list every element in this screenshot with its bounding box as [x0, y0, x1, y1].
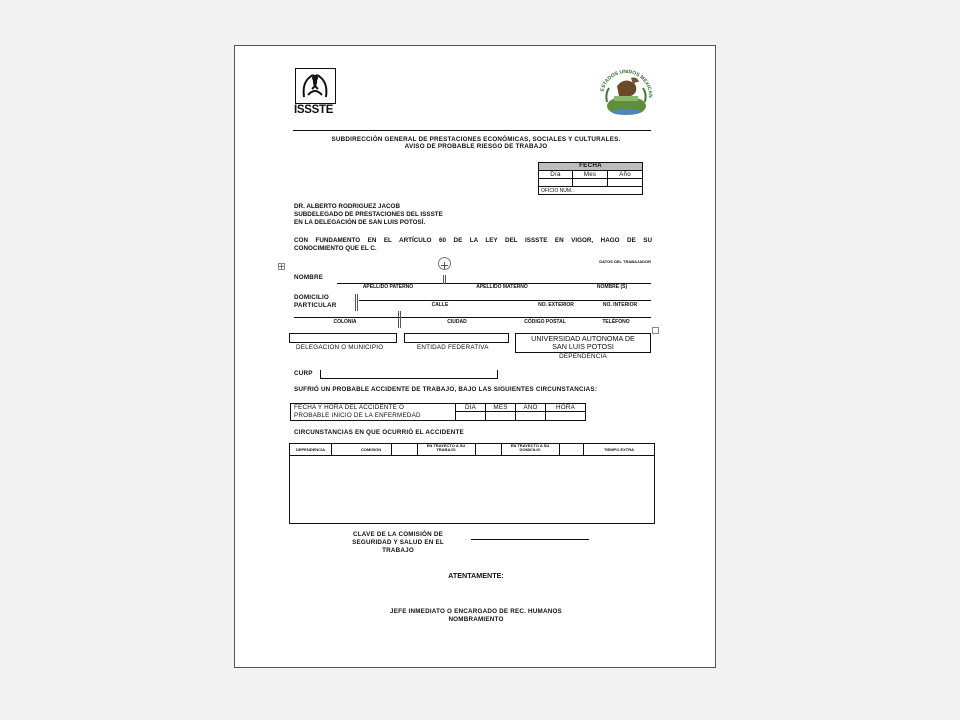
domicilio-field[interactable]: [359, 300, 651, 301]
mexican-seal: [597, 66, 655, 118]
acc-dia-label: DIA: [464, 404, 477, 411]
dependencia-value-2: SAN LUIS POTOSI: [552, 342, 614, 351]
table-insert-icon[interactable]: [438, 257, 451, 270]
clave-line-3: TRABAJO: [382, 547, 414, 554]
entidad-label: ENTIDAD FEDERATIVA: [417, 344, 489, 351]
fecha-dia-label: Día: [550, 171, 561, 178]
acc-anio-field[interactable]: [515, 411, 546, 421]
intro-line-1: CON FUNDAMENTO EN EL ARTÍCULO 60 DE LA LEY DEL ISSSTE EN VIGOR, HAGO DE SU: [294, 237, 652, 244]
acc-hora-field[interactable]: [545, 411, 586, 421]
fecha-accidente-label-1: FECHA Y HORA DEL ACCIDENTE O: [294, 404, 405, 411]
particular-label: PARTICULAR: [294, 302, 337, 309]
clave-field[interactable]: [471, 539, 589, 540]
colonia-field[interactable]: [294, 317, 651, 318]
issste-logo: [294, 68, 337, 120]
move-handle-icon[interactable]: [278, 263, 285, 270]
intro-line-2: CONOCIMIENTO QUE EL C.: [294, 245, 377, 252]
issste-emblem-icon: [295, 68, 336, 104]
no-exterior-label: NO. EXTERIOR: [538, 302, 574, 308]
fecha-title: FECHA: [579, 162, 602, 169]
telefono-label: TELÉFONO: [602, 319, 630, 325]
circunstancias-title: CIRCUNSTANCIAS EN QUE OCURRIÓ EL ACCIDENTE: [294, 429, 464, 436]
addressee-location: EN LA DELEGACIÓN DE SAN LUIS POTOSÍ.: [294, 219, 426, 226]
delegacion-label: DELEGACION O MUNICIPIO: [296, 344, 384, 351]
calle-label: CALLE: [431, 302, 449, 308]
col-tiempo-extra: TIEMPO EXTRA: [603, 447, 634, 452]
acc-hora-label: HORA: [556, 404, 575, 411]
nombramiento-label: NOMBRAMIENTO: [448, 616, 504, 623]
col-trayecto-domicilio-1: EN TRAYECTO A SU: [510, 443, 550, 448]
seal-text: ESTADOS UNIDOS MEXICAN: [599, 68, 654, 98]
acc-anio-label: AÑO: [523, 404, 538, 411]
nombres-label: NOMBRE (S): [596, 284, 628, 290]
addressee-title: SUBDELEGADO DE PRESTACIONES DEL ISSSTE: [294, 211, 443, 218]
addressee-name: DR. ALBERTO RODRIGUEZ JACOB: [294, 203, 401, 210]
resize-handle-icon[interactable]: [652, 327, 659, 334]
acc-mes-field[interactable]: [485, 411, 516, 421]
sufrio-text: SUFRIÓ UN PROBABLE ACCIDENTE DE TRABAJO, BAJO LAS SIGUIENTES CIRCUNSTANCIAS:: [294, 386, 598, 393]
col-trayecto-trabajo-2: TRABAJO: [436, 447, 456, 452]
dependencia-label: DEPENDENCIA: [559, 353, 607, 360]
no-interior-label: NO. INTERIOR: [602, 302, 638, 308]
clave-line-1: CLAVE DE LA COMISIÓN DE: [353, 531, 443, 538]
clave-line-2: SEGURIDAD Y SALUD EN EL: [352, 539, 444, 546]
col-trayecto-trabajo-1: EN TRAYECTO A SU: [426, 443, 466, 448]
nombre-label: NOMBRE: [294, 274, 324, 281]
curp-label: CURP: [294, 370, 313, 377]
col-trayecto-domicilio-2: DOMICILIO: [519, 447, 541, 452]
col-comision: COMISION: [360, 447, 382, 452]
datos-trabajador-title: DATOS DEL TRABAJADOR: [599, 259, 651, 264]
delegacion-field[interactable]: [289, 333, 397, 343]
document-page: [234, 45, 716, 668]
acc-mes-label: MES: [493, 404, 508, 411]
acc-dia-field[interactable]: [455, 411, 486, 421]
apellido-paterno-label: APELLIDO PATERNO: [362, 284, 414, 290]
oficio-label: OFICIO NUM.:: [541, 188, 574, 194]
logo-text: ISSSTE: [294, 104, 334, 116]
fecha-accidente-label-2: PROBABLE INICIO DE LA ENFERMEDAD: [294, 412, 421, 419]
atentamente: ATENTAMENTE:: [448, 571, 504, 580]
domicilio-label: DOMICILIO: [294, 294, 330, 301]
header-rule: [293, 130, 651, 131]
colonia-label: COLONIA: [333, 319, 357, 325]
codigo-postal-label: CÓDIGO POSTAL: [524, 319, 566, 325]
entidad-field[interactable]: [404, 333, 509, 343]
curp-field[interactable]: [320, 370, 498, 379]
title-line-1: SUBDIRECCIÓN GENERAL DE PRESTACIONES ECONÓMICAS, SOCIALES Y CULTURALES.: [331, 136, 621, 143]
fecha-anio-label: Año: [619, 171, 631, 178]
title-line-2: AVISO DE PROBABLE RIESGO DE TRABAJO: [404, 143, 548, 150]
col-dependencia: DEPENDENCIA: [295, 447, 326, 452]
dependencia-value-1: UNIVERSIDAD AUTONOMA DE: [531, 334, 635, 343]
fecha-mes-label: Mes: [583, 171, 597, 178]
ciudad-label: CIUDAD: [447, 319, 467, 325]
apellido-materno-label: APELLIDO MATERNO: [476, 284, 528, 290]
coat-of-arms-icon: [597, 66, 655, 118]
jefe-label: JEFE INMEDIATO O ENCARGADO DE REC. HUMANOS: [390, 608, 562, 615]
circunstancias-body[interactable]: [290, 457, 654, 523]
